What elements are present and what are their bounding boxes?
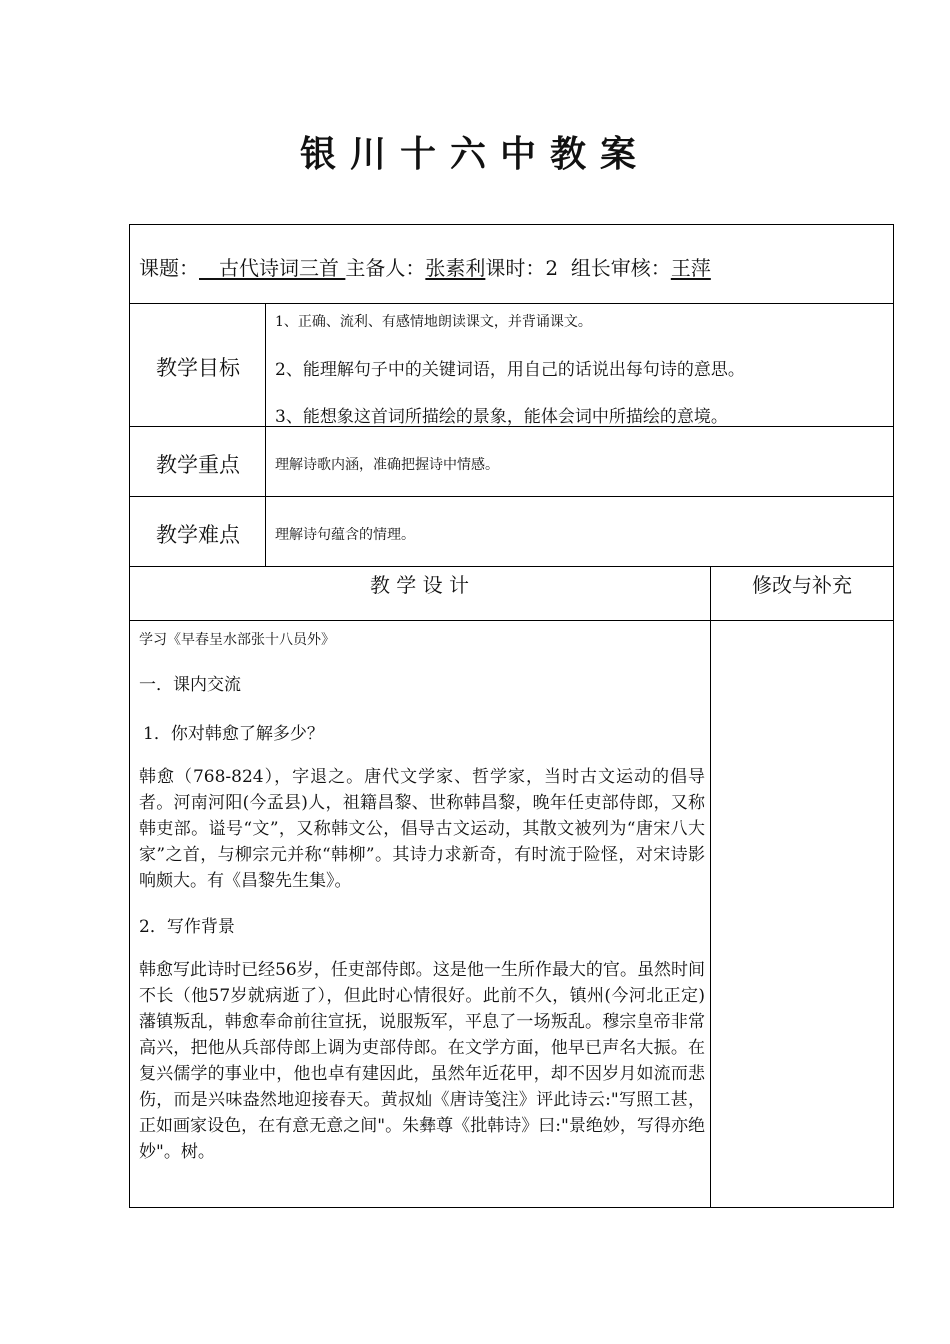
- page-title: 银川十六中教案: [299, 134, 650, 175]
- divider: [710, 566, 711, 1208]
- divider: [129, 303, 894, 304]
- preparer-label: 主备人：: [345, 256, 426, 280]
- divider: [129, 566, 894, 567]
- divider: [129, 496, 894, 497]
- topic-value: 古代诗词三首: [219, 256, 339, 280]
- section-heading: 一．课内交流: [139, 675, 241, 695]
- writing-background: 韩愈写此诗时已经56岁，任吏部侍郎。这是他一生所作最大的官。虽然时间不长（他57岁就病逝了），但此时心情很好。此前不久，镇州(今河北正定)藩镇叛乱，韩愈奉命前往宣抚，说服叛军，平息了一场叛乱。穆宗皇帝非常高兴，把他从兵部侍郎上调为吏部侍郎。在文学方面，他早已声名大振。在复兴儒学的事业中，他也卓有建因此，虽然年近花甲，却不因岁月如流而悲伤，而是兴味盎然地迎接春天。黄叔灿《唐诗笺注》评此诗云:"写照工甚，正如画家设色，在有意无意之间"。朱彝尊《批韩诗》曰:"景绝妙，写得亦绝妙"。树。: [139, 960, 705, 1162]
- difficulty-label: 教学难点: [156, 523, 240, 547]
- notes-header: 修改与补充: [752, 573, 852, 597]
- divider: [129, 620, 894, 621]
- question-heading: 1．你对韩愈了解多少？: [143, 724, 324, 744]
- lesson-title: 学习《早春呈水部张十八员外》: [139, 632, 335, 648]
- goal-item: 2、能理解句子中的关键词语，用自己的话说出每句诗的意思。: [275, 360, 745, 380]
- preparer-value: 张素利: [425, 256, 486, 280]
- focus-text: 理解诗歌内涵，准确把握诗中情感。: [275, 457, 499, 473]
- goal-item: 1、正确、流利、有感情地朗读课文，并背诵课文。: [275, 314, 592, 330]
- design-header: 教 学 设 计: [369, 573, 470, 597]
- header-row: [139, 252, 711, 281]
- goal-item: 3、能想象这首词所描绘的景象，能体会词中所描绘的意境。: [275, 407, 728, 427]
- reviewer-value: 王萍: [670, 256, 711, 280]
- goals-label: 教学目标: [156, 356, 240, 380]
- author-bio: 韩愈（768-824），字退之。唐代文学家、哲学家，当时古文运动的倡导者。河南河阳(今孟县)人，祖籍昌黎、世称韩昌黎，晚年任吏部侍郎，又称韩吏部。谥号“文”，又称韩文公，倡导古文运动，其散文被列为“唐宋八大家”之首，与柳宗元并称“韩柳”。其诗力求新奇，有时流于险怪，对宋诗影响颇大。有《昌黎先生集》。: [139, 767, 705, 891]
- focus-label: 教学重点: [156, 453, 240, 477]
- difficulty-text: 理解诗句蕴含的情理。: [275, 527, 415, 543]
- question-heading: 2．写作背景: [139, 917, 235, 937]
- hours-value: 2: [545, 256, 559, 280]
- hours-label: 课时：: [485, 256, 546, 280]
- topic-label: 课题：: [139, 256, 199, 280]
- reviewer-label: 组长审核：: [570, 256, 671, 280]
